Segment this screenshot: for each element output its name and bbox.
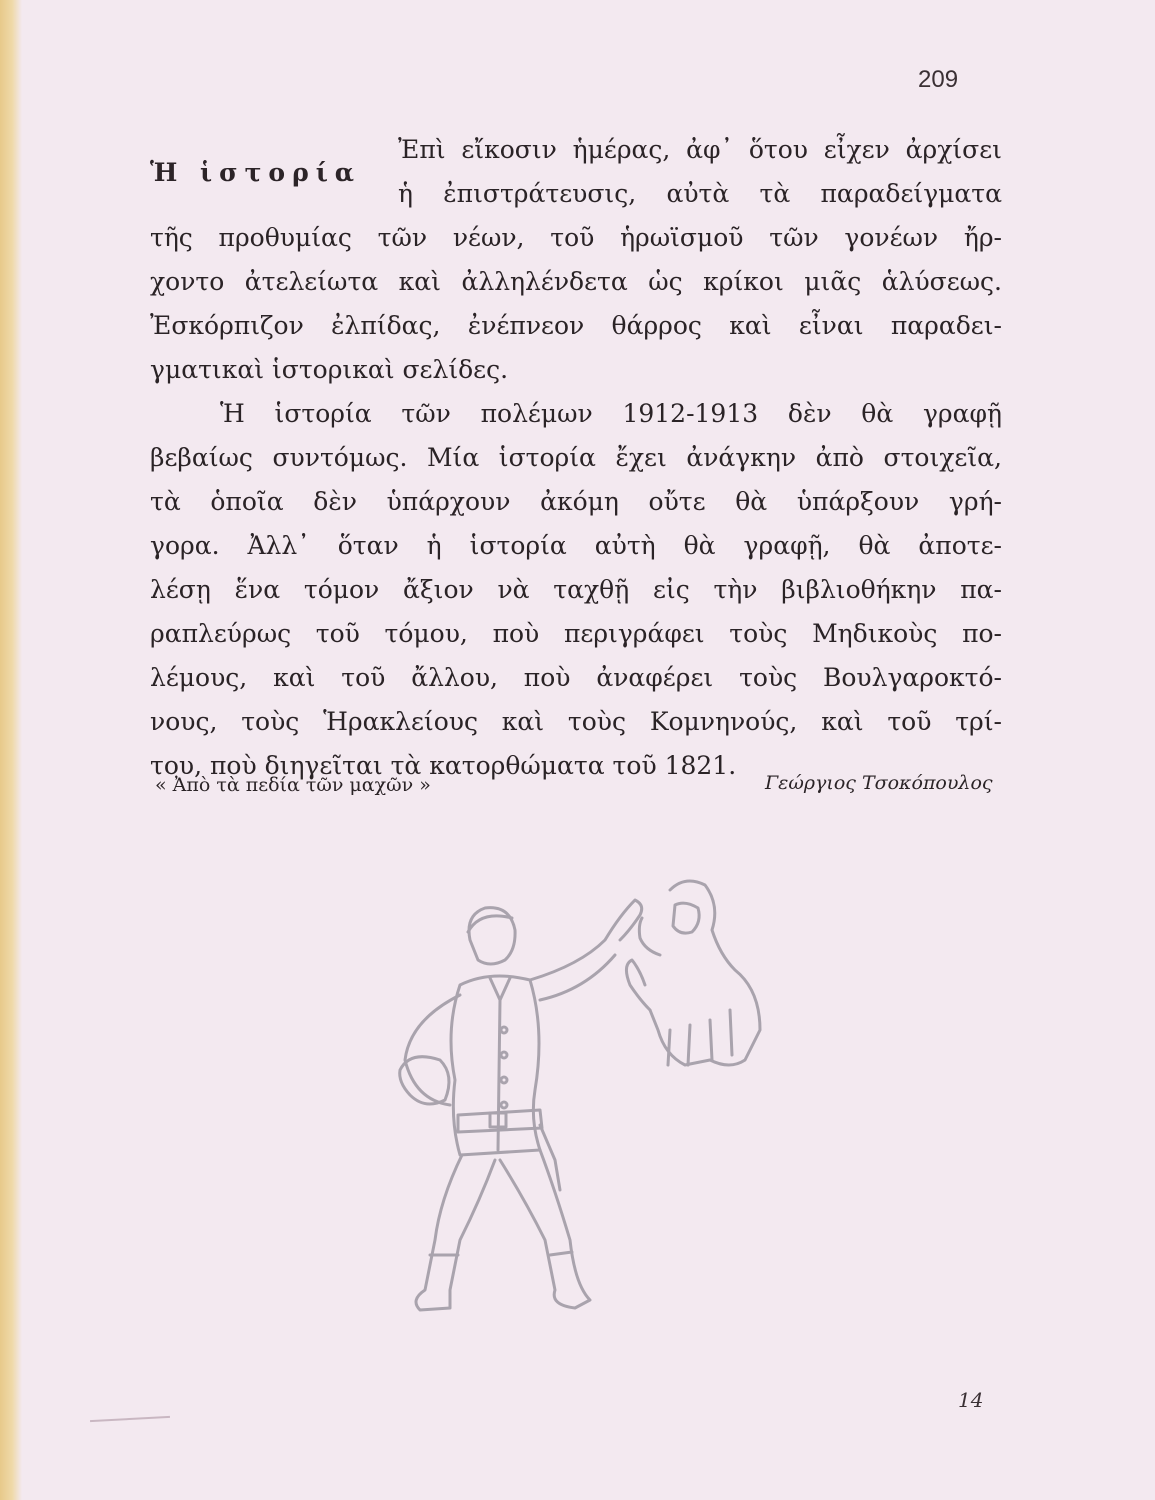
text-line: του, ποὺ διηγεῖται τὰ κατορθώματα τοῦ 1821. bbox=[150, 751, 737, 780]
author-name: Γεώργιος Τσοκόπουλος bbox=[765, 772, 993, 794]
page-binding-edge bbox=[0, 0, 22, 1500]
margin-heading: Ἡ ἱστορία bbox=[150, 158, 362, 187]
text-line: λέσῃ ἕνα τόμον ἄξιον νὰ ταχθῇ εἰς τὴν βιβλιοθήκην πα- bbox=[150, 575, 1002, 604]
text-line: τὰ ὁποῖα δὲν ὑπάρχουν ἀκόμη οὔτε θὰ ὑπάρξουν γρή- bbox=[150, 487, 1002, 516]
text-line: βεβαίως συντόμως. Μία ἱστορία ἔχει ἀνάγκην ἀπὸ στοιχεῖα, bbox=[150, 443, 1002, 472]
soldier-and-old-woman-illustration bbox=[340, 860, 780, 1320]
footer-rule bbox=[90, 1416, 170, 1422]
text-line: Ἐσκόρπιζον ἐλπίδας, ἐνέπνεον θάρρος καὶ εἶναι παραδει- bbox=[150, 311, 1002, 340]
text-line: γορα. Ἀλλ᾽ ὅταν ἡ ἱστορία αὐτὴ θὰ γραφῇ, θὰ ἀποτε- bbox=[150, 531, 1002, 560]
text-line: ἡ ἐπιστράτευσις, αὐτὰ τὰ παραδείγματα bbox=[398, 179, 1002, 208]
source-citation: « Ἀπὸ τὰ πεδία τῶν μαχῶν » bbox=[155, 774, 431, 796]
footer-signature-number: 14 bbox=[958, 1388, 984, 1412]
text-line: νους, τοὺς Ἡρακλείους καὶ τοὺς Κομνηνούς, καὶ τοῦ τρί- bbox=[150, 707, 1002, 736]
text-line: γματικαὶ ἱστορικαὶ σελίδες. bbox=[150, 355, 509, 384]
text-line: λέμους, καὶ τοῦ ἄλλου, ποὺ ἀναφέρει τοὺς Βουλγαροκτό- bbox=[150, 663, 1002, 692]
text-line: Ἐπὶ εἴκοσιν ἡμέρας, ἀφ᾽ ὅτου εἶχεν ἀρχίσει bbox=[398, 135, 1002, 164]
text-line: Ἡ ἱστορία τῶν πολέμων 1912-1913 δὲν θὰ γραφῇ bbox=[220, 399, 1002, 428]
text-line: ραπλεύρως τοῦ τόμου, ποὺ περιγράφει τοὺς Μηδικοὺς πο- bbox=[150, 619, 1002, 648]
page-number: 209 bbox=[918, 66, 959, 93]
text-line: χοντο ἀτελείωτα καὶ ἀλληλένδετα ὡς κρίκοι μιᾶς ἁλύσεως. bbox=[150, 267, 1002, 296]
text-line: τῆς προθυμίας τῶν νέων, τοῦ ἡρωϊσμοῦ τῶν γονέων ἤρ- bbox=[150, 223, 1002, 252]
body-text bbox=[150, 128, 1002, 788]
